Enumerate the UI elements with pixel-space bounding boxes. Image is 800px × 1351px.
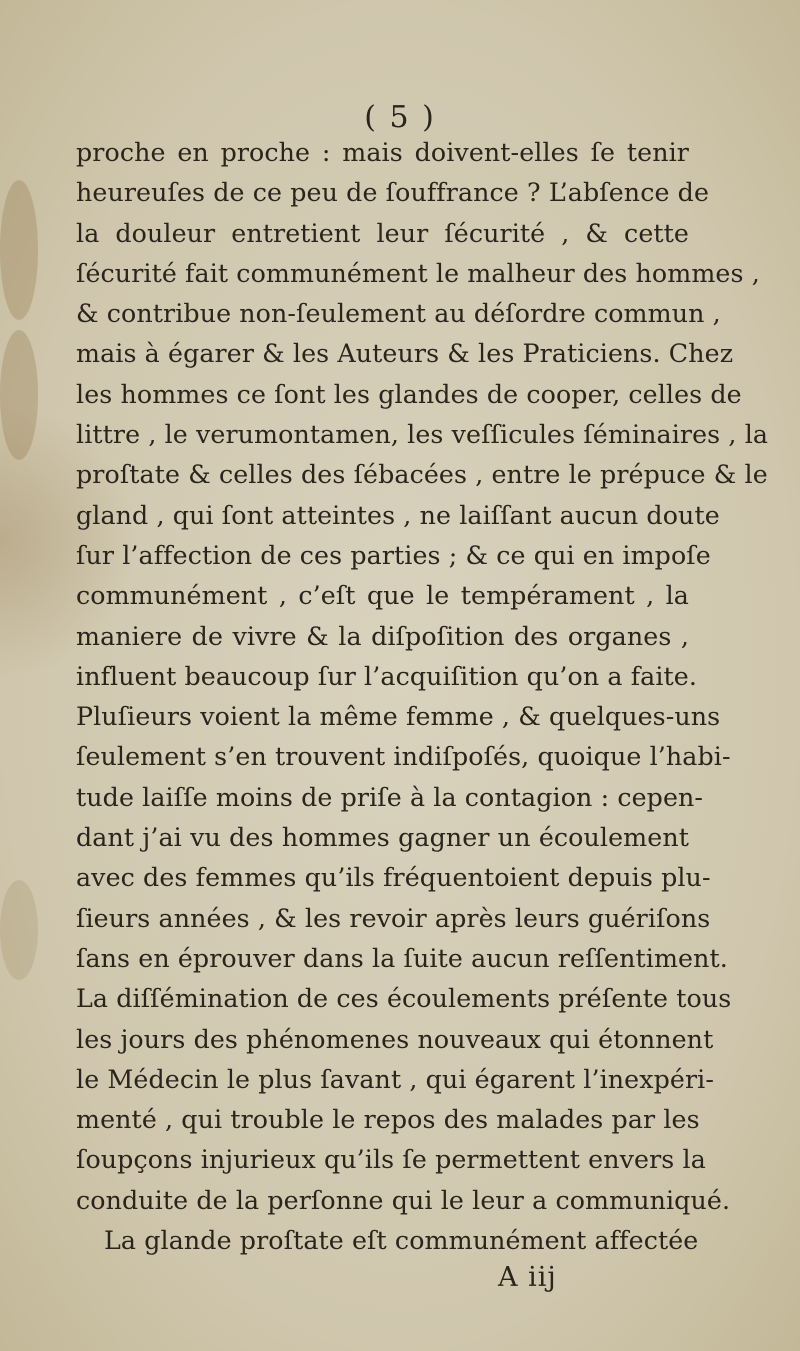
text-line: influent beaucoup ſur l’acquiſition qu’on a faite. <box>76 661 698 691</box>
page-number: ( 5 ) <box>364 100 436 135</box>
text-line: La diſſémination de ces écoulements préſente tous <box>76 984 732 1014</box>
text-line: menté , qui trouble le repos des malades par les <box>76 1105 700 1135</box>
text-line: avec des femmes qu’ils fréquentoient depuis plu- <box>76 863 711 893</box>
text-line: dant j’ai vu des hommes gagner un écoulement <box>76 823 689 853</box>
text-line: communément , c’eſt que le tempérament , la <box>76 581 689 611</box>
text-line: littre , le verumontamen, les veſſicules ſéminaires , la <box>76 420 769 450</box>
text-line: tude laiſſe moins de priſe à la contagion : cepen- <box>76 782 704 812</box>
text-line: heureuſes de ce peu de ſouffrance ? L’abſence de <box>76 178 710 208</box>
page-stain <box>0 330 38 460</box>
text-line: ſécurité fait communément le malheur des hommes , <box>76 258 760 288</box>
text-line: les hommes ce ſont les glandes de cooper, celles de <box>76 379 742 409</box>
text-line: maniere de vivre & la diſpoſition des organes , <box>76 621 689 651</box>
text-line: ſieurs années , & les revoir après leurs guériſons <box>76 903 711 933</box>
signature-mark: A iij <box>498 1262 557 1293</box>
text-line: les jours des phénomenes nouveaux qui étonnent <box>76 1024 714 1054</box>
text-line: conduite de la perſonne qui le leur a communiqué. <box>76 1185 731 1215</box>
text-line: & contribue non-ſeulement au déſordre commun , <box>76 299 721 329</box>
page-stain <box>0 180 38 320</box>
text-line: proche en proche : mais doivent-elles ſe tenir <box>76 138 689 167</box>
text-line: ſeulement s’en trouvent indiſpoſés, quoique l’habi- <box>76 742 731 772</box>
text-line: ſur l’affection de ces parties ; & ce qui en impoſe <box>76 540 711 570</box>
text-line: gland , qui ſont atteintes , ne laiſſant aucun doute <box>76 500 720 530</box>
text-line: proſtate & celles des ſébacées , entre le prépuce & le <box>76 460 768 490</box>
text-line: ſans en éprouver dans la ſuite aucun reſſentiment. <box>76 943 728 973</box>
text-line: Pluſieurs voient la même femme , & quelques-uns <box>76 702 721 732</box>
page-stain <box>0 880 38 980</box>
text-line: ſoupçons injurieux qu’ils ſe permettent envers la <box>76 1145 706 1175</box>
text-line: La glande proſtate eſt communément affectée <box>104 1226 699 1256</box>
text-line: le Médecin le plus ſavant , qui égarent l’inexpéri- <box>76 1064 715 1094</box>
text-line: mais à égarer & les Auteurs & les Praticiens. Chez <box>76 339 734 369</box>
text-line: la douleur entretient leur ſécurité , & cette <box>76 218 689 248</box>
body-text <box>76 133 769 1261</box>
